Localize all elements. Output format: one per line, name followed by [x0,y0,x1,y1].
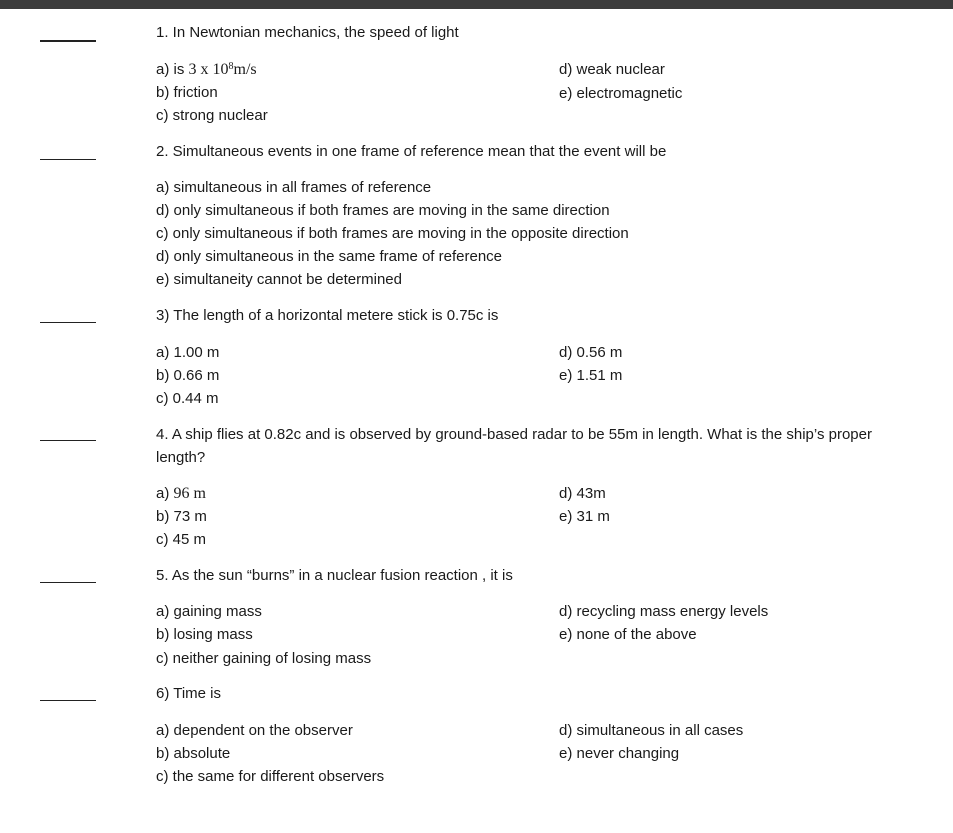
question-6-option-b: b) absolute [156,745,231,762]
question-2-option: a) simultaneous in all frames of reference [156,179,432,196]
question-4-option-c: c) 45 m [156,531,207,548]
question-1-option-e: e) electromagnetic [559,85,683,102]
question-4-option-d: d) 43m [559,485,606,502]
answer-blank-q5[interactable] [40,582,96,583]
question-1-stem: 1. In Newtonian mechanics, the speed of light [156,24,459,41]
answer-blank-q6[interactable] [40,700,96,701]
question-1-option-a: a) is 3 x $10^8m/s$ [156,61,257,78]
question-3-option-b: b) 0.66 m [156,367,220,384]
question-6-option-d: d) simultaneous in all cases [559,722,744,739]
question-3-option-a: a) 1.00 m [156,344,220,361]
question-6-stem: 6) Time is [156,685,222,702]
question-1-option-b: b) friction [156,84,218,101]
question-4-option-e: e) 31 m [559,508,610,525]
window-top-bar [0,0,953,9]
question-3-option-d: d) 0.56 m [559,344,623,361]
question-2-option: e) simultaneity cannot be determined [156,271,402,288]
question-5-option-c: c) neither gaining of losing mass [156,650,372,667]
question-3-option-e: e) 1.51 m [559,367,623,384]
question-2-stem: 2. Simultaneous events in one frame of reference mean that the event will be [156,143,667,160]
question-3-option-c: c) 0.44 m [156,390,219,407]
question-2-option: d) only simultaneous in the same frame of reference [156,248,503,265]
question-4-stem: 4. A ship flies at 0.82c and is observed by ground-based radar to be 55m in length. What is the ship’s proper length? [156,426,872,466]
question-1-option-d: d) weak nuclear [559,61,665,78]
question-2-option: c) only simultaneous if both frames are moving in the opposite direction [156,225,629,242]
answer-blank-q1[interactable] [40,40,96,42]
answer-blank-q3[interactable] [40,322,96,323]
answer-blank-q4[interactable] [40,440,96,441]
question-4-option-a: a) 96 m [156,485,206,502]
question-6-option-a: a) dependent on the observer [156,722,353,739]
question-5-stem: 5. As the sun “burns” in a nuclear fusion reaction , it is [156,567,513,584]
question-6-option-c: c) the same for different observers [156,768,385,785]
question-5-option-a: a) gaining mass [156,603,262,620]
question-5-option-b: b) losing mass [156,626,253,643]
question-5-option-e: e) none of the above [559,626,697,643]
question-3-stem: 3) The length of a horizontal metere stick is 0.75c is [156,307,499,324]
question-6-option-e: e) never changing [559,745,680,762]
question-5-option-d: d) recycling mass energy levels [559,603,769,620]
answer-blank-q2[interactable] [40,159,96,160]
question-1-option-c: c) strong nuclear [156,107,268,124]
question-4-option-b: b) 73 m [156,508,207,525]
question-2-option: d) only simultaneous if both frames are moving in the same direction [156,202,610,219]
